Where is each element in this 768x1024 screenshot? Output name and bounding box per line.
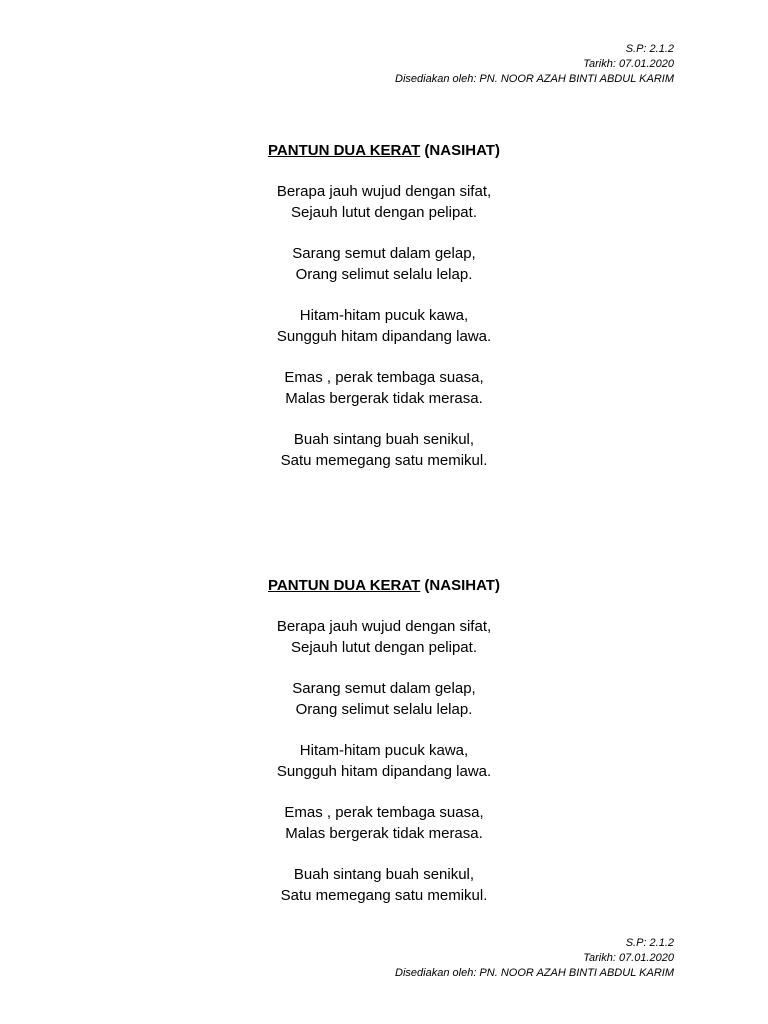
footer-metadata (254, 936, 674, 981)
tarikh-date: Tarikh: 07.01.2020 (583, 952, 674, 964)
stanza (0, 367, 768, 409)
stanza-line: Berapa jauh wujud dengan sifat, (276, 183, 492, 200)
stanza-line: Sarang semut dalam gelap, (292, 680, 476, 697)
disediakan-author: Disediakan oleh: PN. NOOR AZAH BINTI ABDUL KARIM (395, 967, 674, 979)
stanza-line: Emas , perak tembaga suasa, (284, 804, 484, 821)
poem-section-1 (0, 141, 768, 491)
stanza (0, 678, 768, 720)
stanza-line: Malas bergerak tidak merasa. (285, 390, 483, 407)
stanza-line: Sejauh lutut dengan pelipat. (291, 639, 477, 656)
stanza-line: Malas bergerak tidak merasa. (285, 825, 483, 842)
poem-title (0, 141, 768, 161)
stanza (0, 802, 768, 844)
stanza (0, 616, 768, 658)
stanza-line: Sarang semut dalam gelap, (292, 245, 476, 262)
stanza (0, 740, 768, 782)
stanza-line: Satu memegang satu memikul. (280, 452, 488, 469)
disediakan-author: Disediakan oleh: PN. NOOR AZAH BINTI ABDUL KARIM (395, 73, 674, 85)
stanza-line: Orang selimut selalu lelap. (295, 266, 473, 283)
stanza-line: Hitam-hitam pucuk kawa, (299, 307, 469, 324)
stanza-line: Emas , perak tembaga suasa, (284, 369, 484, 386)
poem-title-subtitle: (NASIHAT) (420, 577, 500, 594)
stanza (0, 181, 768, 223)
stanza-line: Berapa jauh wujud dengan sifat, (276, 618, 492, 635)
stanza-line: Sejauh lutut dengan pelipat. (291, 204, 477, 221)
poem-title-main: PANTUN DUA KERAT (268, 142, 421, 159)
stanza (0, 429, 768, 471)
sp-code: S.P: 2.1.2 (625, 43, 674, 55)
stanza (0, 243, 768, 285)
tarikh-date: Tarikh: 07.01.2020 (583, 58, 674, 70)
sp-code: S.P: 2.1.2 (625, 937, 674, 949)
stanza-line: Orang selimut selalu lelap. (295, 701, 473, 718)
poem-section-2 (0, 576, 768, 926)
poem-title-subtitle: (NASIHAT) (420, 142, 500, 159)
stanza (0, 864, 768, 906)
stanza-line: Hitam-hitam pucuk kawa, (299, 742, 469, 759)
stanza-line: Buah sintang buah senikul, (293, 431, 475, 448)
poem-title (0, 576, 768, 596)
header-metadata (254, 42, 674, 87)
stanza (0, 305, 768, 347)
stanza-line: Sungguh hitam dipandang lawa. (276, 328, 492, 345)
stanza-line: Satu memegang satu memikul. (280, 887, 488, 904)
stanza-line: Buah sintang buah senikul, (293, 866, 475, 883)
stanza-line: Sungguh hitam dipandang lawa. (276, 763, 492, 780)
poem-title-main: PANTUN DUA KERAT (268, 577, 421, 594)
